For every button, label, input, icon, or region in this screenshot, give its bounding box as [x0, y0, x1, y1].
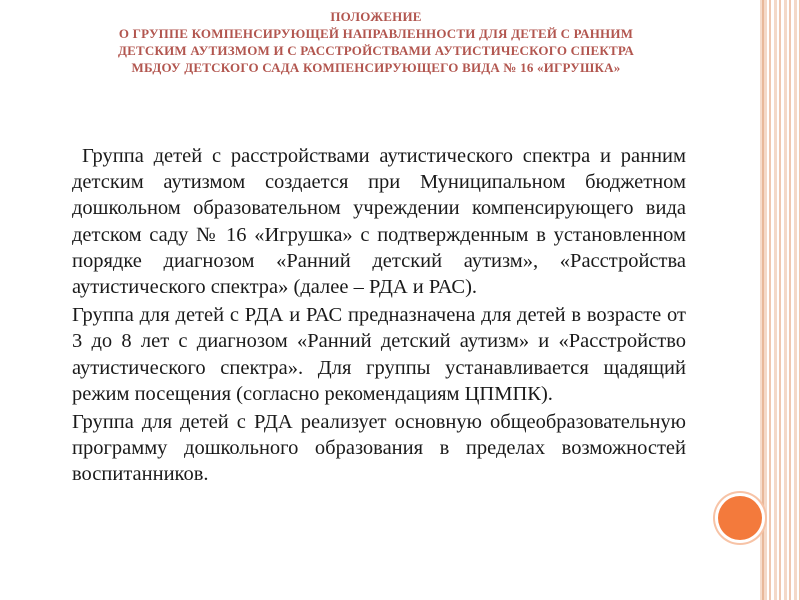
- title-line: МБДОУ ДЕТСКОГО САДА КОМПЕНСИРУЮЩЕГО ВИДА № 16 «ИГРУШКА»: [131, 60, 621, 75]
- slide-title: [20, 8, 732, 76]
- orange-circle-ornament: [718, 496, 762, 540]
- right-decorative-border: [762, 0, 800, 600]
- bullet-paragraph: [72, 409, 686, 488]
- bullet-paragraph: [72, 302, 686, 407]
- paragraph-text: Группа детей с расстройствами аутистического спектра и ранним детским аутизмом создается при Муниципальном бюджетном дошкольном образовательном учреждении компенсирующего вида детском саду № 16 «Игрушка» с подтвержденным в установленном порядке диагнозом «Ранний детский аутизм», «Расстройства аутистического спектра» (далее – РДА и РАС).: [72, 145, 686, 299]
- title-line: ДЕТСКИМ АУТИЗМОМ И С РАССТРОЙСТВАМИ АУТИСТИЧЕСКОГО СПЕКТРА: [118, 43, 634, 58]
- title-line: ПОЛОЖЕНИЕ: [330, 9, 422, 24]
- paragraph-text: Группа для детей с РДА и РАС предназначена для детей в возрасте от 3 до 8 лет с диагнозом «Ранний детский аутизм» и «Расстройство аутистического спектра». Для группы устанавливается щадящий режим посещения (согласно рекомендациям ЦПМПК).: [72, 304, 686, 405]
- title-line: О ГРУППЕ КОМПЕНСИРУЮЩЕЙ НАПРАВЛЕННОСТИ ДЛЯ ДЕТЕЙ С РАННИМ: [118, 26, 634, 41]
- slide-body: [72, 143, 686, 490]
- paragraph-intro: [72, 143, 686, 300]
- paragraph-text: Группа для детей с РДА реализует основную общеобразовательную программу дошкольного образования в пределах возможностей воспитанников.: [72, 411, 686, 486]
